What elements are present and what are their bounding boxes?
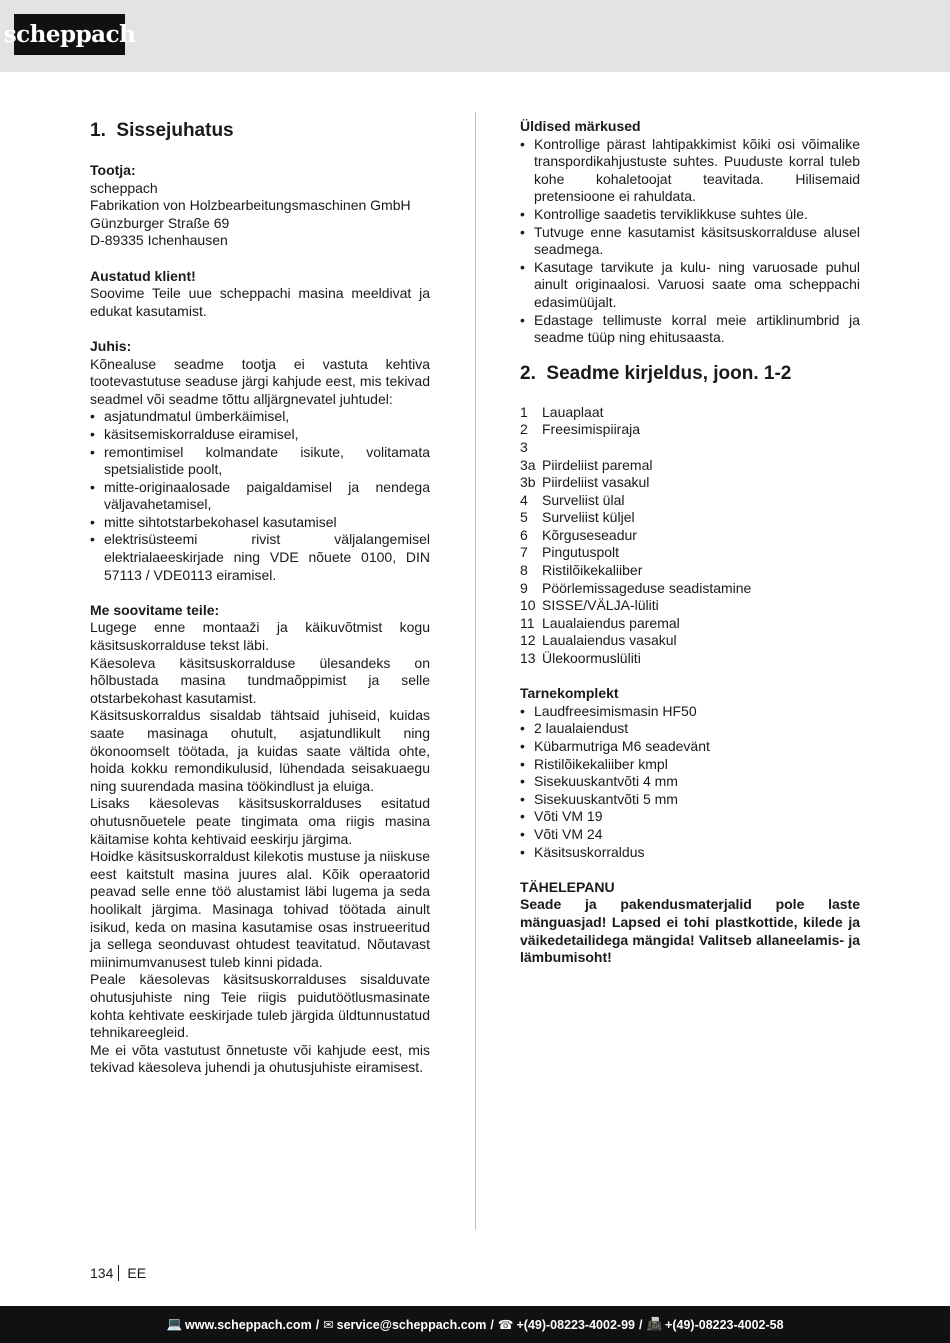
list-item: • Võti VM 24	[520, 826, 860, 844]
list-item: • Kontrollige saadetis terviklikkuse suhtes üle.	[520, 206, 860, 224]
part-row	[520, 527, 860, 545]
manufacturer-line: scheppach	[90, 179, 158, 196]
manufacturer-line: D-89335 Ichenhausen	[90, 232, 228, 249]
column-divider	[475, 112, 476, 1230]
recommend-paragraph: Käesoleva käsitsuskorralduse ülesandeks on hõlbustada masina tundmaõppimist ja selle otstarbekohast kasutamist.	[90, 654, 430, 706]
part-row	[520, 492, 860, 510]
manufacturer-label: Tootja:	[90, 162, 136, 178]
list-item: • elektrisüsteemi rivist väljalangemisel elektrialaeeskirjade ning VDE nõuete 0100, DIN 57113 / VDE0113 eiramisel.	[90, 531, 430, 584]
list-item: • mitte sihtotstarbekohasel kasutamisel	[90, 514, 430, 532]
footer-divider	[118, 1265, 119, 1281]
note-block	[90, 338, 430, 584]
manufacturer-line: Fabrikation von Holzbearbeitungsmaschinen GmbH	[90, 197, 411, 214]
part-row	[520, 421, 860, 439]
note-text: Kõnealuse seadme tootja ei vastuta kehtiva tootevastutuse seaduse järgi kahjude eest, mis tekivad seadmel või seadme tõttu alljärgnevatel juhtudel:	[90, 355, 430, 407]
recommend-label: Me soovitame teile:	[90, 601, 220, 618]
part-number: 2	[520, 421, 528, 438]
part-number: 6	[520, 526, 528, 543]
part-row	[520, 474, 860, 492]
right-column	[520, 118, 860, 967]
recommend-paragraph: Me ei võta vastutust õnnetuste või kahjude eest, mis tekivad käesoleva juhendi ja ohutusjuhiste eiramisest.	[90, 1041, 430, 1076]
part-row	[520, 562, 860, 580]
list-item: • Sisekuuskantvõti 4 mm	[520, 773, 860, 791]
general-notes-block	[520, 118, 860, 347]
part-row	[520, 544, 860, 562]
part-label: Laualaiendus paremal	[542, 614, 680, 631]
part-number: 5	[520, 509, 528, 526]
list-item: • remontimisel kolmandate isikute, volitamata spetsialistide poolt,	[90, 444, 430, 479]
email-link[interactable]: service@scheppach.com	[336, 1317, 487, 1332]
list-item: • Võti VM 19	[520, 808, 860, 826]
part-number: 13	[520, 650, 536, 667]
phone-icon: ☎	[497, 1318, 514, 1332]
list-item: • Tutvuge enne kasutamist käsitsuskorralduse alusel seadmega.	[520, 224, 860, 259]
part-row	[520, 615, 860, 633]
language-code: EE	[127, 1265, 147, 1281]
general-notes-label: Üldised märkused	[520, 118, 641, 134]
part-label: Laualaiendus vasakul	[542, 632, 677, 649]
part-row	[520, 509, 860, 527]
contact-bar	[0, 1306, 950, 1343]
recommend-block	[90, 602, 430, 1077]
part-label: Surveliist küljel	[542, 509, 635, 526]
computer-icon: 💻	[166, 1317, 183, 1331]
part-row	[520, 404, 860, 422]
part-row	[520, 457, 860, 475]
manufacturer-line: Günzburger Straße 69	[90, 214, 230, 231]
attention-label: TÄHELEPANU	[520, 878, 615, 895]
website-link[interactable]: www.scheppach.com	[185, 1317, 312, 1332]
part-number: 3b	[520, 474, 536, 491]
part-number: 10	[520, 597, 536, 614]
section-1-heading: 1. Sissejuhatus	[90, 120, 234, 141]
list-item: • Ristilõikekaliiber kmpl	[520, 756, 860, 774]
part-label: Piirdeliist paremal	[542, 456, 653, 473]
recommend-paragraph: Hoidke käsitsuskorraldust kilekotis mustuse ja niiskuse eest kaitstult masina juures alal. Kõik operaatorid peavad selle enne töö alustamist läbi lugema ja seda hoolikalt järgima. Masinaga tohivad töötada ainult isikud, keda on masina kasutamise osas instrueeritud ja sellega seonduvast ohtudest teavitatud. Nõutavast miinimumvanusest tuleb kinni pidada.	[90, 848, 430, 970]
list-item: • mitte-originaalosade paigaldamisel ja nendega väljavahetamisel,	[90, 479, 430, 514]
mail-icon: ✉	[323, 1318, 334, 1332]
part-label: Ülekoormuslüliti	[542, 650, 641, 667]
list-item: • Kasutage tarvikute ja kulu- ning varuosade puhul ainult originaalosi. Varuosi saate oma scheppachi edasimüüjalt.	[520, 259, 860, 312]
recommend-paragraph: Lisaks käesolevas käsitsuskorralduses esitatud ohutusnõuetele peate tingimata oma riigis masina käitamise kohta kehtivaid eeskirju järgima.	[90, 795, 430, 847]
greeting-label: Austatud klient!	[90, 267, 196, 284]
separator: /	[638, 1317, 643, 1332]
section-2-heading: 2. Seadme kirjeldus, joon. 1-2	[520, 362, 792, 384]
separator: /	[315, 1317, 320, 1332]
part-row	[520, 580, 860, 598]
part-number: 4	[520, 491, 528, 508]
part-row	[520, 439, 860, 457]
part-number: 12	[520, 632, 536, 649]
separator: /	[490, 1317, 494, 1332]
part-label: Kõrguseseadur	[542, 526, 637, 543]
page-header	[0, 0, 950, 72]
scheppach-logo: scheppach	[14, 14, 125, 55]
part-number: 11	[520, 614, 535, 631]
note-list	[90, 408, 430, 584]
attention-block	[520, 879, 860, 967]
recommend-paragraph: Käsitsuskorraldus sisaldab tähtsaid juhiseid, kuidas saate masinaga ohutult, asjatundlikult ning ökonoomselt töötada, ja kuidas saate vältida ohte, hoida kokku remondikulusid, lühendada seisakuaegu ning suurendada masina töökindlust ja eluiga.	[90, 707, 430, 794]
list-item: • Kübarmutriga M6 seadevänt	[520, 738, 860, 756]
list-item: • Kontrollige pärast lahtipakkimist kõiki osi võimalike transpordikahjustuste suhtes. Puuduste korral tuleb kohe kohaletoojat teavitada. Hilisemaid pretensioone ei rahuldata.	[520, 136, 860, 206]
page-number: 134	[90, 1265, 114, 1281]
list-item: • asjatundmatul ümberkäimisel,	[90, 408, 430, 426]
part-label: SISSE/VÄLJA-lüliti	[542, 597, 659, 614]
list-item: • Sisekuuskantvõti 5 mm	[520, 791, 860, 809]
fax-icon: 📠	[646, 1317, 663, 1331]
part-row	[520, 632, 860, 650]
part-label: Freesimispiiraja	[542, 421, 641, 438]
list-item: • Laudfreesimismasin HF50	[520, 703, 860, 721]
list-item: • käsitsemiskorralduse eiramisel,	[90, 426, 430, 444]
part-label: Lauaplaat	[542, 403, 604, 420]
part-label: Pingutuspolt	[542, 544, 620, 561]
part-label: Surveliist ülal	[542, 491, 625, 508]
manufacturer-block	[90, 162, 430, 250]
part-number: 7	[520, 544, 528, 561]
greeting-block	[90, 268, 430, 321]
recommend-paragraph: Peale käesolevas käsitsuskorralduses sisalduvate ohutusjuhiste ning Teie riigis puidutöötlusmasinate kohta kehtivate eeskirjade tuleb järgida üldtunnustatud tehnikareegleid.	[90, 971, 430, 1041]
phone-number: +(49)-08223-4002-99	[516, 1317, 635, 1332]
part-number: 3	[520, 438, 528, 455]
note-label: Juhis:	[90, 337, 132, 354]
fax-number: +(49)-08223-4002-58	[665, 1317, 784, 1332]
part-number: 3a	[520, 456, 536, 473]
part-number: 8	[520, 562, 528, 579]
recommend-paragraph: Lugege enne montaaži ja käikuvõtmist kogu käsitsuskorralduse tekst läbi.	[90, 619, 430, 654]
greeting-text: Soovime Teile uue scheppachi masina meeldivat ja edukat kasutamist.	[90, 285, 430, 319]
part-label: Ristilõikekaliiber	[542, 562, 643, 579]
part-number: 9	[520, 579, 528, 596]
part-row	[520, 597, 860, 615]
general-notes-list	[520, 136, 860, 347]
page-footer	[90, 1265, 146, 1281]
part-label: Pöörlemissageduse seadistamine	[542, 579, 752, 596]
part-row	[520, 650, 860, 668]
left-column	[90, 118, 430, 1077]
list-item: • Edastage tellimuste korral meie artiklinumbrid ja seadme tüüp ning ehitusaasta.	[520, 312, 860, 347]
delivery-list	[520, 703, 860, 861]
list-item: • Käsitsuskorraldus	[520, 844, 860, 862]
parts-list	[520, 404, 860, 668]
attention-text: Seade ja pakendusmaterjalid pole laste mänguasjad! Lapsed ei tohi plastkottide, kilede ja väikedetailidega mängida! Valitseb allaneelamis- ja lämbumisoht!	[520, 896, 860, 966]
delivery-label: Tarnekomplekt	[520, 685, 619, 702]
part-label: Piirdeliist vasakul	[542, 474, 650, 491]
delivery-block	[520, 685, 860, 861]
list-item: • 2 laualaiendust	[520, 720, 860, 738]
part-number: 1	[520, 403, 528, 420]
